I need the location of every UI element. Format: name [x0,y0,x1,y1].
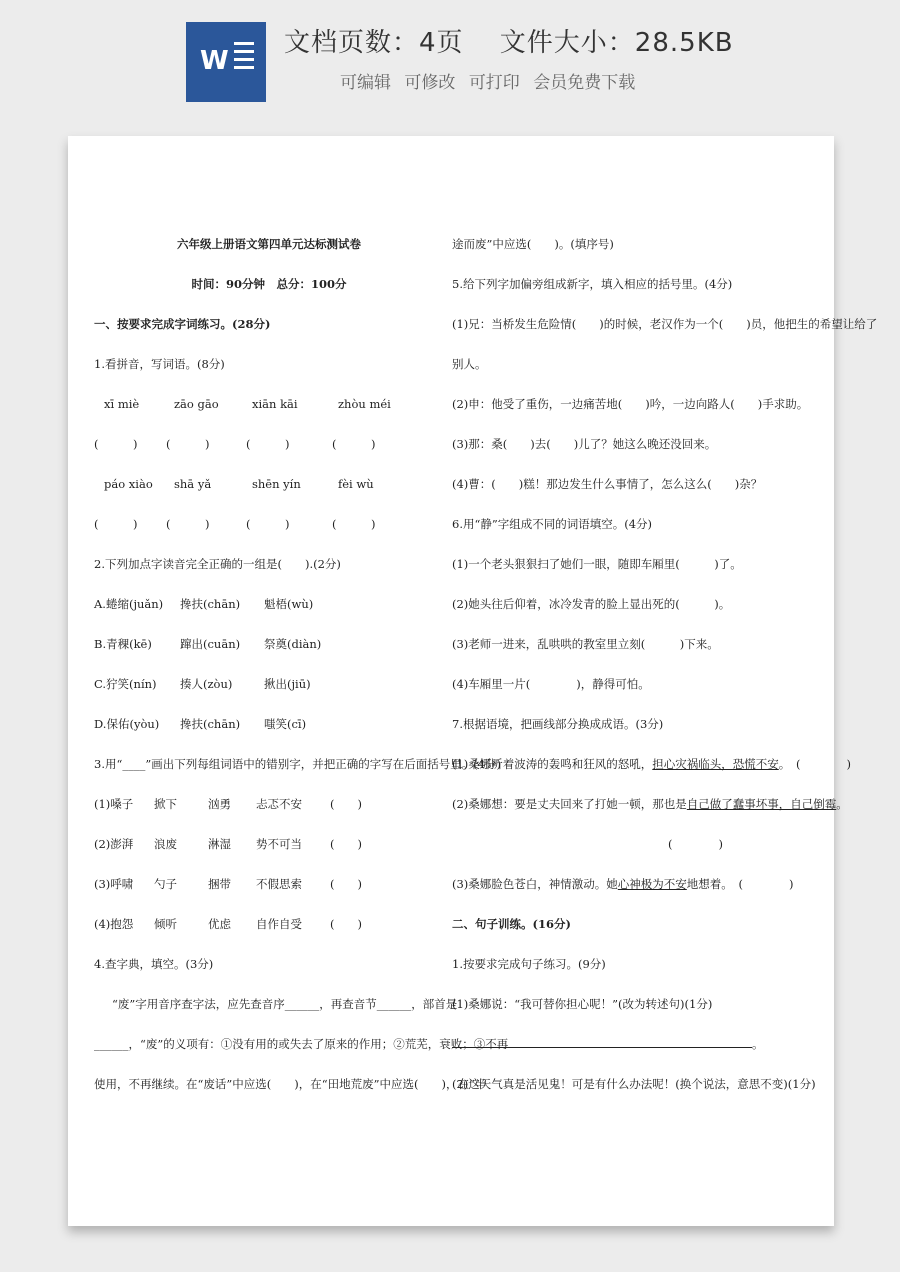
section-2-heading: 二、句子训练。(16分) [452,917,571,931]
answer-blank[interactable]: ( ) [94,437,138,451]
question-6-item: (2)她头往后仰着，冰冷发青的脸上显出死的( )。 [452,597,731,611]
typo-row [94,864,444,904]
feature-member-download: 会员免费下载 [533,73,636,93]
underlined-phrase: 自己做了蠢事坏事，自己倒霉 [686,797,837,811]
word-document-icon: W [186,22,266,102]
question-1: 1.看拼音，写词语。(8分) [94,357,225,371]
question-5: 5.给下列字加偏旁组成新字，填入相应的括号里。(4分) [452,277,733,291]
question-6-item: (4)车厢里一片( )，静得可怕。 [452,677,650,691]
pinyin-item: xiān kāi [252,397,298,411]
sentence-task: (2)这天气真是活见鬼！可是有什么办法呢！(换个说法，意思不变)(1分) [452,1077,816,1091]
underlined-phrase: 担心灾祸临头，恐慌不安 [652,757,779,771]
sentence-text: 地想着。 ( ) [686,877,794,891]
question-5-item: 别人。 [452,357,487,371]
document-page [68,136,878,1226]
sentence-text: (3)桑娜脸色苍白，神情激动。她 [452,877,618,891]
doc-info-header [0,0,900,120]
question-6-item: (3)老师一进来，乱哄哄的教室里立刻( )下来。 [452,637,719,651]
feature-editable: 可编辑 [340,73,391,93]
typo-word: (2)澎湃 [94,837,134,851]
answer-blank[interactable]: ( ) [332,437,376,451]
answer-blank[interactable]: ( ) [332,517,376,531]
question-5-item: (3)那：桑( )去( )儿了？她这么晚还没回来。 [452,437,717,451]
question-4-text: ______，“废”的义项有：①没有用的或失去了原来的作用；②荒芜，衰败；③不再 [94,1037,509,1051]
question-7: 7.根据语境，把画线部分换成成语。(3分) [452,717,664,731]
question-4-text: “废”字用音序查字法，应先查音序______，再查音节______，部首是 [112,997,458,1011]
option-word: 搀扶(chān) [180,717,241,731]
typo-word: (1)嗓子 [94,797,134,811]
option-word: B.青稞(kē) [94,637,152,651]
typo-row [94,824,444,864]
typo-word: 勺子 [154,877,177,891]
question-4: 4.查字典，填空。(3分) [94,957,214,971]
answer-blank[interactable]: ( ) [246,517,290,531]
typo-word: 优虑 [208,917,231,931]
option-word: C.狞笑(nín) [94,677,157,691]
period: 。 [752,1037,764,1051]
answer-blank[interactable]: ( ) [330,797,362,811]
option-word: D.保佑(yòu) [94,717,160,731]
typo-word: 势不可当 [256,837,302,851]
exam-title: 六年级上册语文第四单元达标测试卷 [177,237,361,251]
answer-blank[interactable]: ( ) [330,877,362,891]
option-c[interactable] [94,664,444,704]
question-5-item: (2)申：他受了重伤，一边痛苦地( )吟，一边向路人( )手求助。 [452,397,809,411]
option-word: 揪出(jiū) [264,677,311,691]
answer-line-row [452,1024,812,1064]
answer-blank[interactable]: ( ) [330,837,362,851]
sentence-text: (1)桑娜听着波涛的轰鸣和狂风的怒吼， [452,757,653,771]
question-7-item [452,744,852,784]
pinyin-item: shā yǎ [174,477,212,491]
doc-features [340,68,643,93]
answer-blank[interactable]: ( ) [668,837,723,851]
typo-word: 浪废 [154,837,177,851]
answer-line[interactable] [452,1033,752,1048]
pinyin-item: páo xiào [104,477,153,491]
pinyin-item: fèi wù [338,477,374,491]
typo-word: 自作自受 [256,917,302,931]
sentence-task: (1)桑娜说：“我可替你担心呢！”(改为转述句)(1分) [452,997,713,1011]
question-7-answer [452,824,812,864]
question-4-text: 使用，不再继续。在“废话”中应选( )，在“田地荒废”中应选( )，在“半 [94,1077,487,1091]
underlined-phrase: 心神极为不安 [617,877,687,891]
pinyin-row-1 [94,384,444,424]
option-word: 揍人(zòu) [180,677,233,691]
pinyin-item: zāo gāo [174,397,219,411]
typo-word: (4)抱怨 [94,917,134,931]
question-2: 2.下列加点字读音完全正确的一组是( ).(2分) [94,557,341,571]
question-6-item: (1)一个老头狠狠扫了她们一眼，随即车厢里( )了。 [452,557,742,571]
pinyin-item: shēn yín [252,477,301,491]
question-7-item [452,784,848,824]
answer-blank[interactable]: ( ) [166,517,210,531]
answer-row-2 [94,504,444,544]
question-5-item: (4)曹：( )糕！那边发生什么事情了，怎么这么( )杂？ [452,477,763,491]
option-word: 魁梧(wù) [264,597,314,611]
option-word: A.蜷缩(juǎn) [94,597,164,611]
answer-blank[interactable]: ( ) [246,437,290,451]
doc-stats-title: 文档页数：4页 文件大小：28.5KB [284,28,734,58]
typo-row [94,784,444,824]
option-a[interactable] [94,584,444,624]
option-word: 祭奠(diàn) [264,637,322,651]
typo-word: 汹勇 [208,797,231,811]
question-6: 6.用“静”字组成不同的词语填空。(4分) [452,517,653,531]
option-word: 蹿出(cuān) [180,637,241,651]
typo-word: 淋湿 [208,837,231,851]
option-word: 搀扶(chān) [180,597,241,611]
section-2-question-1: 1.按要求完成句子练习。(9分) [452,957,606,971]
question-4-text: 途而废”中应选( )。(填序号) [452,237,614,251]
right-column [452,224,878,1104]
answer-blank[interactable]: ( ) [330,917,362,931]
answer-blank[interactable]: ( ) [94,517,138,531]
question-5-item: (1)兄：当桥发生危险情( )的时候，老汉作为一个( )员，他把生的希望让给了 [452,317,878,331]
typo-row [94,904,444,944]
sentence-text: 。 ( ) [778,757,852,771]
typo-word: 不假思索 [256,877,302,891]
pinyin-item: zhòu méi [338,397,391,411]
question-7-item [452,864,812,904]
sentence-text: 。 [836,797,848,811]
exam-meta: 时间：90分钟 总分：100分 [191,277,347,291]
typo-word: 忐忑不安 [256,797,302,811]
answer-row-1 [94,424,444,464]
typo-word: (3)呼啸 [94,877,134,891]
pinyin-row-2 [94,464,444,504]
typo-word: 掀下 [154,797,177,811]
option-word: 嗤笑(cī) [264,717,307,731]
typo-word: 捆带 [208,877,231,891]
feature-printable: 可打印 [468,73,520,93]
sentence-text: (2)桑娜想：要是丈夫回来了打她一顿，那也是 [452,797,687,811]
pinyin-item: xī miè [104,397,140,411]
option-d[interactable] [94,704,444,744]
answer-blank[interactable]: ( ) [166,437,210,451]
question-3: 3.用“____”画出下列每组词语中的错别字，并把正确的字写在后面括号里。(4分) [94,757,502,771]
feature-modifiable: 可修改 [404,73,456,93]
section-1-heading: 一、按要求完成字词练习。(28分) [94,317,271,331]
option-b[interactable] [94,624,444,664]
typo-word: 倾听 [154,917,177,931]
